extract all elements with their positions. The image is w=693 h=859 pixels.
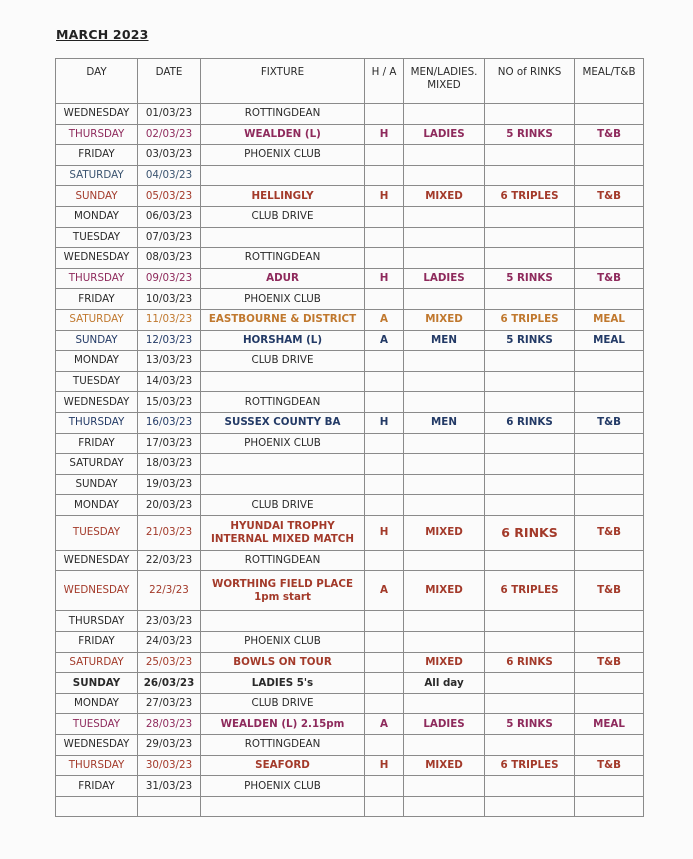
table-row [56, 289, 644, 310]
table-row [56, 693, 644, 714]
rinks-cell: 6 RINKS [485, 652, 575, 673]
home-away-cell: A [365, 571, 404, 611]
meal-cell: T&B [575, 571, 644, 611]
home-away-cell [365, 145, 404, 166]
date-cell: 19/03/23 [138, 474, 201, 495]
gender-cell: MEN [404, 412, 485, 433]
gender-cell: MIXED [404, 571, 485, 611]
rinks-cell [485, 632, 575, 653]
fixture-cell [201, 796, 365, 817]
date-cell: 06/03/23 [138, 206, 201, 227]
day-cell: FRIDAY [56, 632, 138, 653]
gender-cell: MIXED [404, 652, 485, 673]
meal-cell [575, 495, 644, 516]
home-away-cell [365, 289, 404, 310]
date-cell: 07/03/23 [138, 227, 201, 248]
fixture-cell: ROTTINGDEAN [201, 104, 365, 125]
meal-cell [575, 776, 644, 797]
table-row [56, 206, 644, 227]
table-row [56, 454, 644, 475]
date-cell [138, 796, 201, 817]
fixture-cell [201, 165, 365, 186]
table-row [56, 371, 644, 392]
day-cell: THURSDAY [56, 268, 138, 289]
rinks-cell: 5 RINKS [485, 714, 575, 735]
home-away-cell [365, 796, 404, 817]
day-cell: THURSDAY [56, 755, 138, 776]
date-cell: 13/03/23 [138, 351, 201, 372]
fixture-cell: WEALDEN (L) [201, 124, 365, 145]
gender-cell [404, 289, 485, 310]
fixture-cell [201, 227, 365, 248]
day-cell: FRIDAY [56, 289, 138, 310]
day-cell: TUESDAY [56, 515, 138, 550]
date-cell: 31/03/23 [138, 776, 201, 797]
date-cell: 28/03/23 [138, 714, 201, 735]
rinks-cell [485, 351, 575, 372]
home-away-cell: H [365, 124, 404, 145]
fixture-line: WORTHING FIELD PLACE [212, 577, 353, 590]
day-cell: FRIDAY [56, 433, 138, 454]
day-cell: SATURDAY [56, 454, 138, 475]
rinks-cell [485, 495, 575, 516]
day-cell: SATURDAY [56, 165, 138, 186]
header-rinks: NO of RINKS [485, 59, 575, 104]
fixture-cell: PHOENIX CLUB [201, 776, 365, 797]
date-cell: 23/03/23 [138, 611, 201, 632]
meal-cell [575, 145, 644, 166]
fixture-cell: SEAFORD [201, 755, 365, 776]
fixtures-table [55, 58, 644, 817]
table-row [56, 392, 644, 413]
fixture-cell [201, 611, 365, 632]
table-row [56, 714, 644, 735]
gender-cell: All day [404, 673, 485, 694]
table-row [56, 632, 644, 653]
meal-cell [575, 673, 644, 694]
rinks-cell [485, 392, 575, 413]
day-cell: TUESDAY [56, 227, 138, 248]
gender-cell: MIXED [404, 309, 485, 330]
table-row [56, 755, 644, 776]
table-row [56, 309, 644, 330]
date-cell: 25/03/23 [138, 652, 201, 673]
gender-cell [404, 796, 485, 817]
day-cell: SUNDAY [56, 474, 138, 495]
header-gender-line2: MIXED [427, 79, 461, 91]
rinks-cell [485, 371, 575, 392]
home-away-cell [365, 776, 404, 797]
table-row [56, 227, 644, 248]
date-cell: 27/03/23 [138, 693, 201, 714]
table-row [56, 412, 644, 433]
rinks-cell: 6 TRIPLES [485, 755, 575, 776]
date-cell: 21/03/23 [138, 515, 201, 550]
day-cell: WEDNESDAY [56, 104, 138, 125]
gender-cell [404, 735, 485, 756]
fixture-cell: ROTTINGDEAN [201, 550, 365, 571]
gender-cell [404, 227, 485, 248]
fixture-line: HYUNDAI TROPHY [230, 519, 335, 532]
table-row [56, 165, 644, 186]
fixture-cell: ROTTINGDEAN [201, 392, 365, 413]
rinks-cell [485, 796, 575, 817]
meal-cell: MEAL [575, 330, 644, 351]
date-cell: 22/3/23 [138, 571, 201, 611]
rinks-cell [485, 227, 575, 248]
table-row [56, 796, 644, 817]
home-away-cell [365, 495, 404, 516]
gender-cell: MIXED [404, 755, 485, 776]
date-cell: 20/03/23 [138, 495, 201, 516]
gender-cell [404, 145, 485, 166]
header-day: DAY [56, 59, 138, 104]
meal-cell: T&B [575, 124, 644, 145]
home-away-cell [365, 652, 404, 673]
meal-cell [575, 227, 644, 248]
fixture-cell [201, 515, 365, 550]
fixture-cell: WEALDEN (L) 2.15pm [201, 714, 365, 735]
home-away-cell [365, 735, 404, 756]
date-cell: 24/03/23 [138, 632, 201, 653]
meal-cell: T&B [575, 268, 644, 289]
day-cell: WEDNESDAY [56, 550, 138, 571]
fixture-cell: LADIES 5's [201, 673, 365, 694]
date-cell: 22/03/23 [138, 550, 201, 571]
home-away-cell [365, 632, 404, 653]
fixture-cell: PHOENIX CLUB [201, 632, 365, 653]
gender-cell [404, 392, 485, 413]
meal-cell [575, 392, 644, 413]
day-cell [56, 796, 138, 817]
gender-cell [404, 495, 485, 516]
home-away-cell [365, 474, 404, 495]
fixtures-body [56, 104, 644, 817]
date-cell: 17/03/23 [138, 433, 201, 454]
home-away-cell: H [365, 755, 404, 776]
table-row [56, 104, 644, 125]
fixture-cell: ROTTINGDEAN [201, 735, 365, 756]
rinks-cell: 5 RINKS [485, 330, 575, 351]
table-row [56, 515, 644, 550]
header-fixture: FIXTURE [201, 59, 365, 104]
header-meal: MEAL/T&B [575, 59, 644, 104]
home-away-cell: H [365, 268, 404, 289]
fixture-cell: CLUB DRIVE [201, 206, 365, 227]
meal-cell: T&B [575, 755, 644, 776]
rinks-cell: 6 RINKS [485, 412, 575, 433]
rinks-cell: 6 TRIPLES [485, 309, 575, 330]
home-away-cell [365, 104, 404, 125]
date-cell: 14/03/23 [138, 371, 201, 392]
meal-cell [575, 796, 644, 817]
gender-cell: LADIES [404, 714, 485, 735]
day-cell: THURSDAY [56, 611, 138, 632]
day-cell: SUNDAY [56, 673, 138, 694]
gender-cell [404, 693, 485, 714]
home-away-cell [365, 351, 404, 372]
fixture-cell: SUSSEX COUNTY BA [201, 412, 365, 433]
rinks-cell: 5 RINKS [485, 124, 575, 145]
table-row [56, 474, 644, 495]
rinks-cell [485, 735, 575, 756]
gender-cell [404, 611, 485, 632]
home-away-cell [365, 550, 404, 571]
day-cell: WEDNESDAY [56, 248, 138, 269]
home-away-cell: H [365, 515, 404, 550]
table-row [56, 186, 644, 207]
gender-cell [404, 433, 485, 454]
home-away-cell [365, 248, 404, 269]
rinks-cell [485, 550, 575, 571]
date-cell: 08/03/23 [138, 248, 201, 269]
day-cell: MONDAY [56, 693, 138, 714]
home-away-cell [365, 206, 404, 227]
rinks-cell [485, 433, 575, 454]
date-cell: 16/03/23 [138, 412, 201, 433]
day-cell: SUNDAY [56, 186, 138, 207]
home-away-cell: A [365, 309, 404, 330]
fixture-cell: PHOENIX CLUB [201, 433, 365, 454]
table-row [56, 495, 644, 516]
gender-cell: LADIES [404, 124, 485, 145]
meal-cell [575, 611, 644, 632]
gender-cell [404, 206, 485, 227]
header-home-away: H / A [365, 59, 404, 104]
fixture-cell: ROTTINGDEAN [201, 248, 365, 269]
fixture-cell [201, 454, 365, 475]
fixture-cell [201, 571, 365, 611]
gender-cell [404, 632, 485, 653]
table-row [56, 268, 644, 289]
day-cell: FRIDAY [56, 145, 138, 166]
day-cell: THURSDAY [56, 124, 138, 145]
table-row [56, 776, 644, 797]
date-cell: 10/03/23 [138, 289, 201, 310]
day-cell: FRIDAY [56, 776, 138, 797]
meal-cell [575, 371, 644, 392]
rinks-cell [485, 776, 575, 797]
home-away-cell [365, 673, 404, 694]
gender-cell [404, 474, 485, 495]
day-cell: WEDNESDAY [56, 392, 138, 413]
home-away-cell: A [365, 714, 404, 735]
meal-cell: T&B [575, 652, 644, 673]
meal-cell: T&B [575, 412, 644, 433]
fixture-cell: PHOENIX CLUB [201, 289, 365, 310]
meal-cell [575, 165, 644, 186]
fixture-cell [201, 371, 365, 392]
table-row [56, 145, 644, 166]
gender-cell: MIXED [404, 515, 485, 550]
date-cell: 26/03/23 [138, 673, 201, 694]
meal-cell [575, 206, 644, 227]
home-away-cell [365, 227, 404, 248]
table-row [56, 330, 644, 351]
meal-cell [575, 632, 644, 653]
gender-cell [404, 454, 485, 475]
date-cell: 30/03/23 [138, 755, 201, 776]
date-cell: 18/03/23 [138, 454, 201, 475]
day-cell: WEDNESDAY [56, 735, 138, 756]
table-row [56, 124, 644, 145]
table-row [56, 550, 644, 571]
meal-cell: MEAL [575, 309, 644, 330]
fixture-cell: HORSHAM (L) [201, 330, 365, 351]
home-away-cell [365, 165, 404, 186]
gender-cell [404, 165, 485, 186]
header-date: DATE [138, 59, 201, 104]
fixture-cell: BOWLS ON TOUR [201, 652, 365, 673]
rinks-cell: 6 TRIPLES [485, 571, 575, 611]
table-row [56, 652, 644, 673]
meal-cell: T&B [575, 515, 644, 550]
rinks-cell [485, 104, 575, 125]
meal-cell [575, 433, 644, 454]
page-title: MARCH 2023 [56, 27, 149, 42]
day-cell: SUNDAY [56, 330, 138, 351]
fixture-cell: HELLINGLY [201, 186, 365, 207]
date-cell: 29/03/23 [138, 735, 201, 756]
date-cell: 03/03/23 [138, 145, 201, 166]
meal-cell [575, 104, 644, 125]
rinks-cell [485, 673, 575, 694]
day-cell: MONDAY [56, 351, 138, 372]
day-cell: THURSDAY [56, 412, 138, 433]
fixture-cell: ADUR [201, 268, 365, 289]
home-away-cell [365, 611, 404, 632]
day-cell: WEDNESDAY [56, 571, 138, 611]
fixture-line: INTERNAL MIXED MATCH [211, 532, 354, 545]
rinks-cell: 5 RINKS [485, 268, 575, 289]
header-men-ladies-mixed [404, 59, 485, 104]
fixture-cell: CLUB DRIVE [201, 693, 365, 714]
fixture-cell: PHOENIX CLUB [201, 145, 365, 166]
rinks-cell: 6 TRIPLES [485, 186, 575, 207]
fixture-cell [201, 474, 365, 495]
header-row [56, 59, 644, 104]
gender-cell [404, 351, 485, 372]
home-away-cell [365, 392, 404, 413]
gender-cell [404, 550, 485, 571]
meal-cell: T&B [575, 186, 644, 207]
day-cell: MONDAY [56, 495, 138, 516]
rinks-cell [485, 474, 575, 495]
fixture-cell: CLUB DRIVE [201, 351, 365, 372]
date-cell: 04/03/23 [138, 165, 201, 186]
gender-cell [404, 248, 485, 269]
rinks-cell [485, 206, 575, 227]
meal-cell [575, 735, 644, 756]
date-cell: 05/03/23 [138, 186, 201, 207]
fixture-line: 1pm start [254, 590, 311, 603]
date-cell: 01/03/23 [138, 104, 201, 125]
meal-cell: MEAL [575, 714, 644, 735]
table-row [56, 433, 644, 454]
table-row [56, 673, 644, 694]
rinks-cell [485, 145, 575, 166]
rinks-cell: 6 RINKS [485, 515, 575, 550]
day-cell: TUESDAY [56, 371, 138, 392]
rinks-cell [485, 165, 575, 186]
meal-cell [575, 248, 644, 269]
meal-cell [575, 289, 644, 310]
rinks-cell [485, 289, 575, 310]
home-away-cell: H [365, 412, 404, 433]
date-cell: 12/03/23 [138, 330, 201, 351]
day-cell: TUESDAY [56, 714, 138, 735]
date-cell: 02/03/23 [138, 124, 201, 145]
table-row [56, 735, 644, 756]
home-away-cell [365, 371, 404, 392]
meal-cell [575, 454, 644, 475]
meal-cell [575, 351, 644, 372]
meal-cell [575, 474, 644, 495]
fixture-cell: CLUB DRIVE [201, 495, 365, 516]
home-away-cell [365, 454, 404, 475]
rinks-cell [485, 611, 575, 632]
date-cell: 11/03/23 [138, 309, 201, 330]
meal-cell [575, 550, 644, 571]
meal-cell [575, 693, 644, 714]
home-away-cell [365, 693, 404, 714]
gender-cell [404, 371, 485, 392]
rinks-cell [485, 248, 575, 269]
gender-cell [404, 104, 485, 125]
date-cell: 09/03/23 [138, 268, 201, 289]
gender-cell: MEN [404, 330, 485, 351]
home-away-cell: H [365, 186, 404, 207]
table-row [56, 611, 644, 632]
table-row [56, 248, 644, 269]
fixture-cell: EASTBOURNE & DISTRICT [201, 309, 365, 330]
rinks-cell [485, 454, 575, 475]
gender-cell: MIXED [404, 186, 485, 207]
home-away-cell [365, 433, 404, 454]
day-cell: MONDAY [56, 206, 138, 227]
gender-cell [404, 776, 485, 797]
table-row [56, 351, 644, 372]
date-cell: 15/03/23 [138, 392, 201, 413]
table-row [56, 571, 644, 611]
home-away-cell: A [365, 330, 404, 351]
day-cell: SATURDAY [56, 652, 138, 673]
day-cell: SATURDAY [56, 309, 138, 330]
header-gender-line1: MEN/LADIES. [410, 66, 478, 78]
rinks-cell [485, 693, 575, 714]
gender-cell: LADIES [404, 268, 485, 289]
